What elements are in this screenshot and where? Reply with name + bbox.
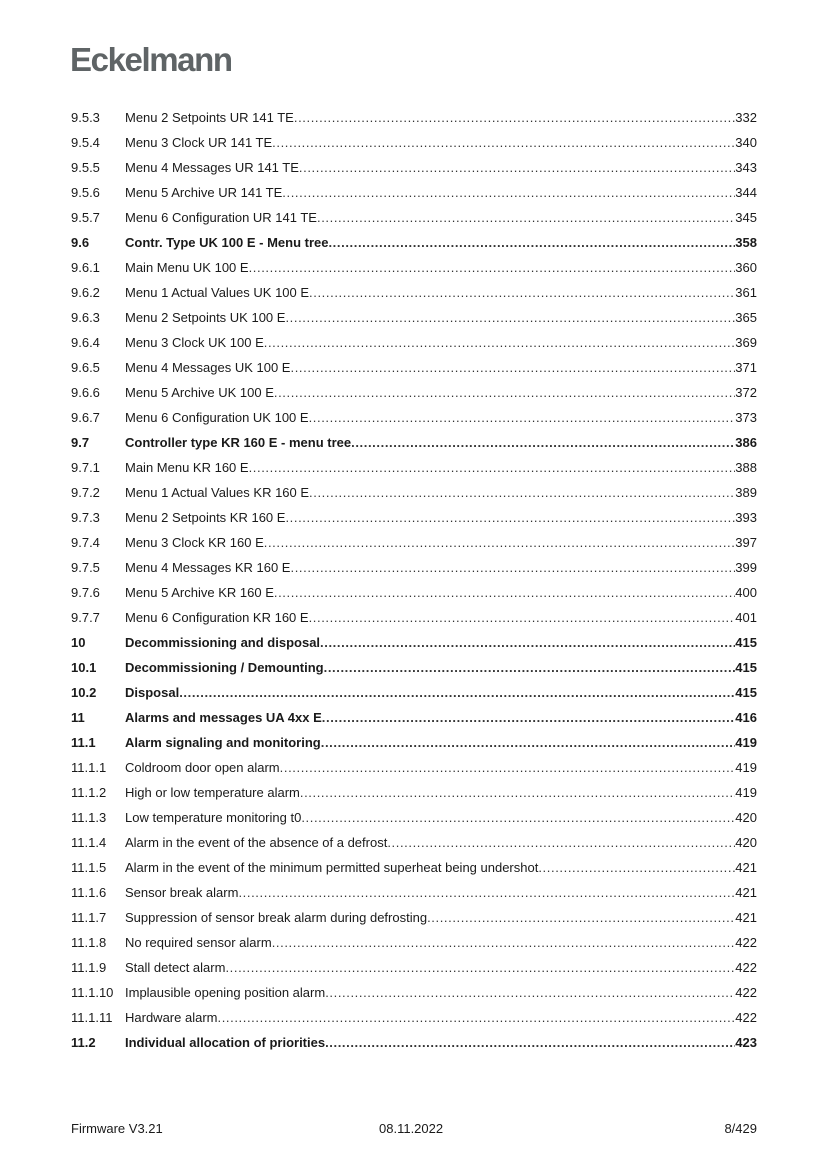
- dot-leader: [320, 632, 735, 654]
- dot-leader: [285, 307, 735, 329]
- dot-leader: [324, 657, 736, 679]
- dot-leader: [427, 907, 735, 929]
- toc-entry[interactable]: [71, 1007, 757, 1032]
- toc-entry[interactable]: [71, 582, 757, 607]
- toc-entry-number: 11.1.3: [71, 810, 107, 825]
- toc-entry-number: 9.7.1: [71, 460, 100, 475]
- toc-entry-title[interactable]: Alarm in the event of the absence of a defrost: [125, 835, 388, 850]
- toc-entry-page[interactable]: 360: [735, 260, 757, 275]
- toc-entry-page[interactable]: 389: [735, 485, 757, 500]
- toc-entry[interactable]: [71, 532, 757, 557]
- toc-entry-number: 11.1.10: [71, 985, 114, 1000]
- firmware-version: Firmware V3.21: [71, 1121, 163, 1136]
- dot-leader: [290, 557, 735, 579]
- eckelmann-logo: Eckelmann: [70, 41, 232, 78]
- toc-entry-title[interactable]: Menu 3 Clock UK 100 E: [125, 335, 264, 350]
- toc-entry-page[interactable]: 421: [735, 885, 757, 900]
- toc-entry-title[interactable]: Sensor break alarm: [125, 885, 239, 900]
- toc-entry[interactable]: [71, 307, 757, 332]
- toc-entry-number: 9.6.4: [71, 335, 100, 350]
- toc-entry-page[interactable]: 386: [735, 435, 757, 450]
- toc-entry[interactable]: [71, 607, 757, 632]
- toc-entry-number: 11.1.9: [71, 960, 107, 975]
- toc-entry-page[interactable]: 421: [735, 910, 757, 925]
- toc-entry-title[interactable]: Hardware alarm: [125, 1010, 218, 1025]
- toc-entry-page[interactable]: 422: [735, 985, 757, 1000]
- toc-entry-title[interactable]: Menu 5 Archive KR 160 E: [125, 585, 274, 600]
- dot-leader: [217, 1007, 735, 1029]
- toc-entry-page[interactable]: 419: [735, 735, 757, 750]
- dot-leader: [309, 607, 736, 629]
- toc-entry-page[interactable]: 393: [735, 510, 757, 525]
- toc-entry-number: 9.7.2: [71, 485, 100, 500]
- toc-entry-title[interactable]: Contr. Type UK 100 E - Menu tree: [125, 235, 329, 250]
- toc-entry[interactable]: [71, 932, 757, 957]
- toc-entry-page[interactable]: 343: [735, 160, 757, 175]
- toc-entry-number: 9.6.2: [71, 285, 100, 300]
- toc-entry-page[interactable]: 373: [735, 410, 757, 425]
- toc-entry-number: 11.1.5: [71, 860, 107, 875]
- toc-entry-title[interactable]: Menu 6 Configuration UR 141 TE: [125, 210, 317, 225]
- toc-entry-page[interactable]: 340: [735, 135, 757, 150]
- toc-entry[interactable]: [71, 557, 757, 582]
- toc-entry-title[interactable]: Main Menu KR 160 E: [125, 460, 249, 475]
- dot-leader: [299, 157, 735, 179]
- toc-entry-number: 10.1: [71, 660, 97, 675]
- toc-entry[interactable]: [71, 1032, 757, 1057]
- toc-entry-page[interactable]: 332: [735, 110, 757, 125]
- toc-entry-title[interactable]: Menu 1 Actual Values UK 100 E: [125, 285, 310, 300]
- dot-leader: [264, 532, 736, 554]
- toc-entry[interactable]: [71, 632, 757, 657]
- dot-leader: [238, 882, 735, 904]
- toc-entry[interactable]: [71, 682, 757, 707]
- toc-entry-page[interactable]: 371: [735, 360, 757, 375]
- dot-leader: [317, 207, 735, 229]
- dot-leader: [321, 732, 736, 754]
- toc-entry-page[interactable]: 399: [735, 560, 757, 575]
- toc-entry-title[interactable]: Menu 5 Archive UR 141 TE: [125, 185, 283, 200]
- toc-entry[interactable]: [71, 807, 757, 832]
- toc-entry[interactable]: [71, 207, 757, 232]
- toc-entry-title[interactable]: Menu 1 Actual Values KR 160 E: [125, 485, 310, 500]
- toc-entry-page[interactable]: 421: [735, 860, 757, 875]
- toc-entry-page[interactable]: 420: [735, 835, 757, 850]
- toc-entry-number: 11.1.2: [71, 785, 107, 800]
- toc-entry-number: 9.6.1: [71, 260, 100, 275]
- toc-entry-number: 9.7.4: [71, 535, 100, 550]
- toc-entry-page[interactable]: 420: [735, 810, 757, 825]
- toc-entry-title[interactable]: Menu 3 Clock UR 141 TE: [125, 135, 273, 150]
- toc-entry-page[interactable]: 419: [735, 785, 757, 800]
- toc-entry-number: 9.7.3: [71, 510, 100, 525]
- toc-entry[interactable]: [71, 257, 757, 282]
- dot-leader: [294, 107, 735, 129]
- toc-entry-page[interactable]: 369: [735, 335, 757, 350]
- toc-entry[interactable]: [71, 957, 757, 982]
- toc-entry-title[interactable]: Menu 4 Messages UK 100 E: [125, 360, 291, 375]
- toc-entry[interactable]: [71, 332, 757, 357]
- toc-entry[interactable]: [71, 457, 757, 482]
- dot-leader: [272, 932, 736, 954]
- toc-entry[interactable]: [71, 982, 757, 1007]
- toc-entry-page[interactable]: 415: [735, 685, 757, 700]
- dot-leader: [282, 182, 735, 204]
- toc-entry-number: 9.6: [71, 235, 90, 250]
- toc-entry-title[interactable]: Menu 2 Setpoints UR 141 TE: [125, 110, 294, 125]
- toc-entry-title[interactable]: High or low temperature alarm: [125, 785, 300, 800]
- toc-entry-number: 9.7.6: [71, 585, 100, 600]
- toc-entry-page[interactable]: 345: [735, 210, 757, 225]
- toc-entry-title[interactable]: Controller type KR 160 E - menu tree: [125, 435, 352, 450]
- toc-entry-title[interactable]: Individual allocation of priorities: [125, 1035, 326, 1050]
- dot-leader: [309, 407, 736, 429]
- toc-entry-number: 9.6.5: [71, 360, 100, 375]
- dot-leader: [387, 832, 735, 854]
- toc-entry-page[interactable]: 423: [735, 1035, 757, 1050]
- dot-leader: [328, 232, 735, 254]
- dot-leader: [325, 982, 735, 1004]
- toc-entry-page[interactable]: 415: [735, 660, 757, 675]
- toc-entry-title[interactable]: Coldroom door open alarm: [125, 760, 280, 775]
- toc-entry[interactable]: [71, 107, 757, 132]
- toc-entry-page[interactable]: 361: [735, 285, 757, 300]
- dot-leader: [301, 807, 735, 829]
- toc-entry-title[interactable]: Alarm in the event of the minimum permitted superheat being undershot: [125, 860, 539, 875]
- dot-leader: [285, 507, 735, 529]
- toc-entry-number: 9.5.3: [71, 110, 100, 125]
- dot-leader: [274, 382, 735, 404]
- dot-leader: [249, 457, 736, 479]
- toc-entry-title[interactable]: Menu 6 Configuration KR 160 E: [125, 610, 309, 625]
- toc-entry-page[interactable]: 397: [735, 535, 757, 550]
- toc-entry-number: 9.5.6: [71, 185, 100, 200]
- toc-entry-number: 11.1.7: [71, 910, 107, 925]
- toc-entry[interactable]: [71, 182, 757, 207]
- toc-entry-page[interactable]: 400: [735, 585, 757, 600]
- dot-leader: [264, 332, 736, 354]
- toc-entry-title[interactable]: Suppression of sensor break alarm during defrosting: [125, 910, 428, 925]
- toc-entry[interactable]: [71, 382, 757, 407]
- toc-entry-title[interactable]: Main Menu UK 100 E: [125, 260, 249, 275]
- toc-entry-number: 9.6.7: [71, 410, 100, 425]
- toc-entry[interactable]: [71, 707, 757, 732]
- toc-entry[interactable]: [71, 357, 757, 382]
- toc-entry[interactable]: [71, 407, 757, 432]
- toc-entry[interactable]: [71, 882, 757, 907]
- toc-entry[interactable]: [71, 782, 757, 807]
- dot-leader: [351, 432, 735, 454]
- dot-leader: [274, 582, 735, 604]
- toc-entry-title[interactable]: Menu 4 Messages UR 141 TE: [125, 160, 299, 175]
- toc-entry-number: 9.5.5: [71, 160, 100, 175]
- dot-leader: [325, 1032, 735, 1054]
- toc-entry[interactable]: [71, 832, 757, 857]
- toc-entry[interactable]: [71, 657, 757, 682]
- toc-entry-title[interactable]: Menu 3 Clock KR 160 E: [125, 535, 264, 550]
- toc-entry-page[interactable]: 388: [735, 460, 757, 475]
- toc-entry[interactable]: [71, 732, 757, 757]
- dot-leader: [309, 282, 735, 304]
- toc-entry-page[interactable]: 372: [735, 385, 757, 400]
- toc-entry-page[interactable]: 422: [735, 1010, 757, 1025]
- toc-entry-title[interactable]: Menu 6 Configuration UK 100 E: [125, 410, 309, 425]
- dot-leader: [309, 482, 735, 504]
- toc-entry[interactable]: [71, 232, 757, 257]
- toc-entry-number: 11.1.11: [71, 1010, 113, 1025]
- dot-leader: [322, 707, 736, 729]
- toc-entry-page[interactable]: 422: [735, 935, 757, 950]
- toc-entry-title[interactable]: Disposal: [125, 685, 180, 700]
- toc-entry-number: 9.6.3: [71, 310, 100, 325]
- toc-entry-title[interactable]: Implausible opening position alarm: [125, 985, 326, 1000]
- toc-entry-number: 9.5.4: [71, 135, 100, 150]
- toc-entry-number: 9.7.5: [71, 560, 100, 575]
- toc-entry[interactable]: [71, 857, 757, 882]
- toc-entry-title[interactable]: Menu 5 Archive UK 100 E: [125, 385, 274, 400]
- toc-entry-number: 11.1: [71, 735, 96, 750]
- toc-entry-page[interactable]: 415: [735, 635, 757, 650]
- toc-entry-page[interactable]: 344: [735, 185, 757, 200]
- toc-entry-number: 9.7.7: [71, 610, 100, 625]
- toc-entry-title[interactable]: Decommissioning / Demounting: [125, 660, 324, 675]
- toc-entry[interactable]: [71, 132, 757, 157]
- page-footer: [71, 1121, 757, 1136]
- toc-entry-number: 11.1.4: [71, 835, 107, 850]
- dot-leader: [272, 132, 735, 154]
- toc-entry-title[interactable]: Menu 2 Setpoints UK 100 E: [125, 310, 286, 325]
- toc-entry-title[interactable]: Low temperature monitoring t0: [125, 810, 302, 825]
- dot-leader: [225, 957, 735, 979]
- toc-entry-page[interactable]: 358: [735, 235, 757, 250]
- table-of-contents: [71, 107, 757, 1057]
- toc-entry-number: 11.1.8: [71, 935, 107, 950]
- toc-entry-number: 11.1.6: [71, 885, 107, 900]
- toc-entry[interactable]: [71, 432, 757, 457]
- toc-entry-number: 11.2: [71, 1035, 96, 1050]
- toc-entry-number: 11.1.1: [71, 760, 107, 775]
- toc-entry-title[interactable]: Stall detect alarm: [125, 960, 226, 975]
- dot-leader: [179, 682, 735, 704]
- dot-leader: [300, 782, 735, 804]
- toc-entry-title[interactable]: Menu 2 Setpoints KR 160 E: [125, 510, 286, 525]
- toc-entry-number: 11: [71, 710, 85, 725]
- toc-entry-number: 9.6.6: [71, 385, 100, 400]
- page-number: 8/429: [724, 1121, 757, 1136]
- toc-entry[interactable]: [71, 482, 757, 507]
- dot-leader: [290, 357, 735, 379]
- dot-leader: [280, 757, 736, 779]
- dot-leader: [538, 857, 735, 879]
- toc-entry-page[interactable]: 419: [735, 760, 757, 775]
- toc-entry-title[interactable]: Alarms and messages UA 4xx E: [125, 710, 322, 725]
- toc-entry-number: 10.2: [71, 685, 97, 700]
- toc-entry-page[interactable]: 401: [735, 610, 757, 625]
- toc-entry-page[interactable]: 365: [735, 310, 757, 325]
- toc-entry-number: 9.7: [71, 435, 90, 450]
- toc-entry-title[interactable]: Decommissioning and disposal: [125, 635, 321, 650]
- dot-leader: [249, 257, 736, 279]
- toc-entry-number: 10: [71, 635, 86, 650]
- toc-entry-page[interactable]: 422: [735, 960, 757, 975]
- toc-entry[interactable]: [71, 757, 757, 782]
- toc-entry[interactable]: [71, 507, 757, 532]
- toc-entry-title[interactable]: Alarm signaling and monitoring: [125, 735, 321, 750]
- toc-entry-page[interactable]: 416: [735, 710, 757, 725]
- toc-entry[interactable]: [71, 907, 757, 932]
- toc-entry-title[interactable]: Menu 4 Messages KR 160 E: [125, 560, 291, 575]
- toc-entry[interactable]: [71, 282, 757, 307]
- toc-entry-number: 9.5.7: [71, 210, 100, 225]
- toc-entry-title[interactable]: No required sensor alarm: [125, 935, 272, 950]
- document-date: 08.11.2022: [379, 1121, 444, 1136]
- toc-entry[interactable]: [71, 157, 757, 182]
